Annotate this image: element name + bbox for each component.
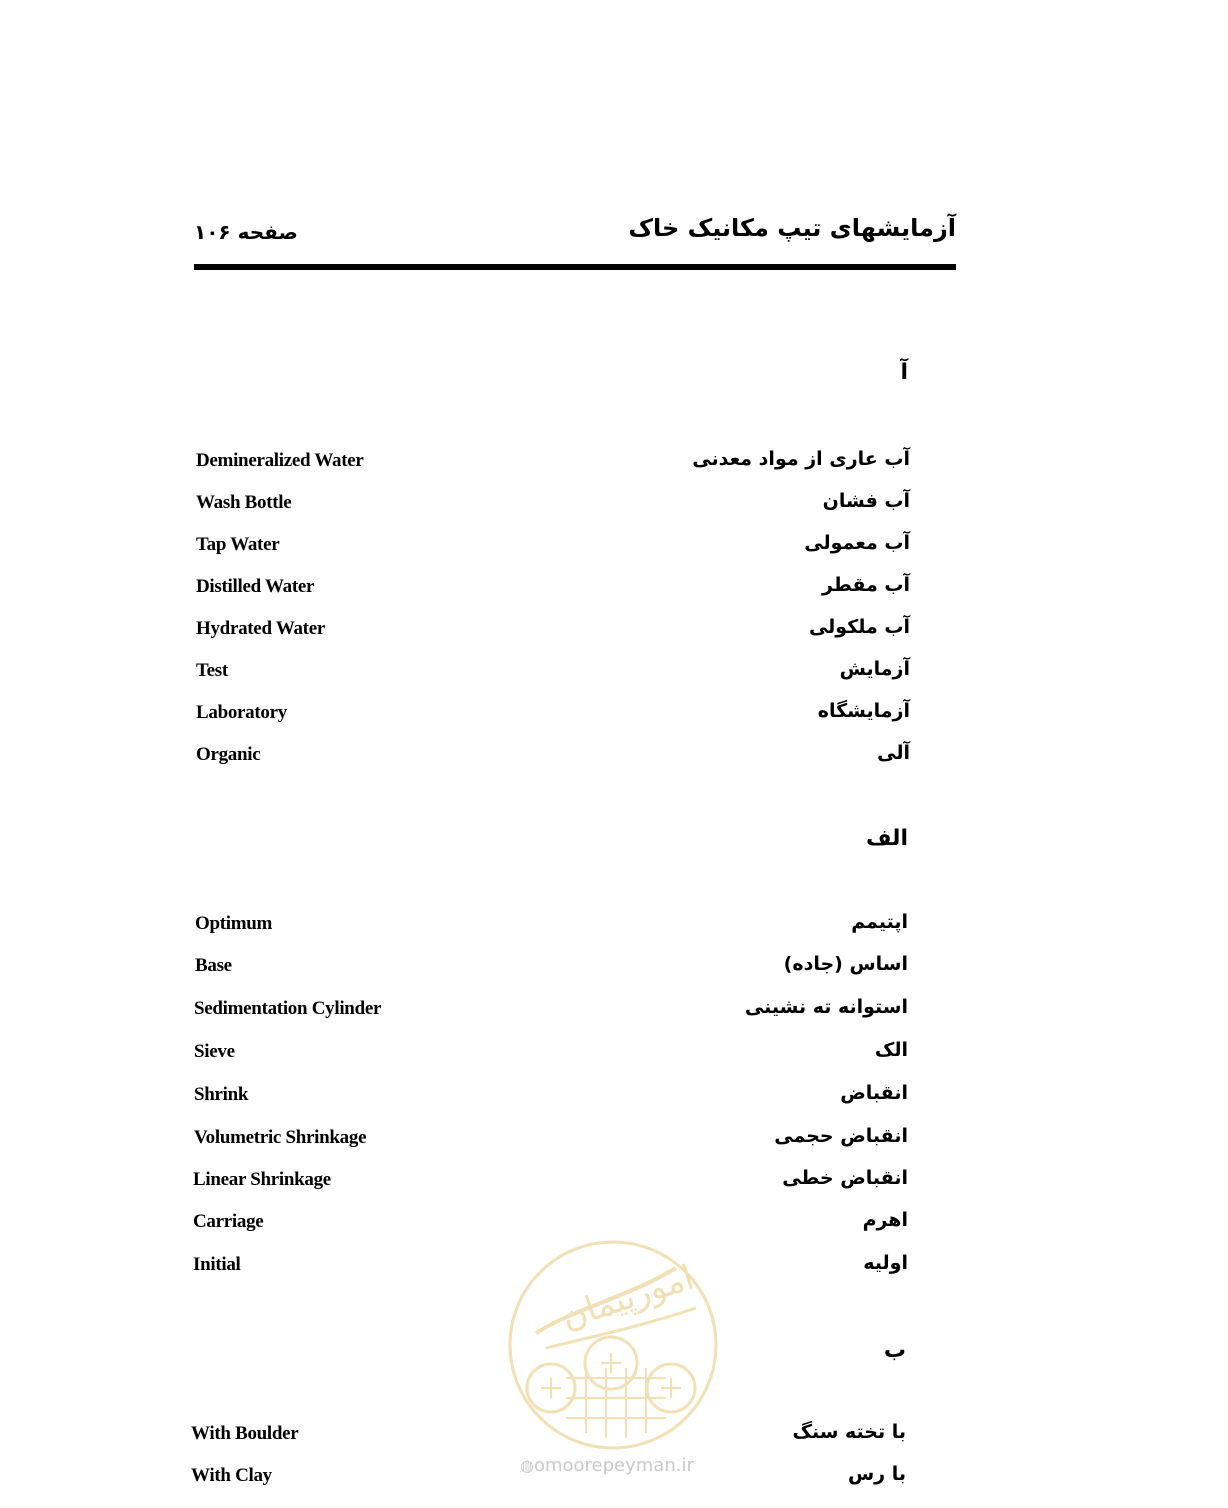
term-english: Volumetric Shrinkage: [194, 1127, 367, 1148]
section-letter: الف: [865, 826, 908, 851]
globe-icon: ◍: [520, 1456, 534, 1475]
glossary-row: [0, 998, 1228, 1028]
page-number: صفحه ۱۰۶: [194, 220, 298, 244]
term-english: Base: [195, 955, 232, 976]
term-persian: با رس: [847, 1463, 906, 1485]
term-persian: اساس (جاده): [783, 953, 908, 975]
watermark-caption: [520, 1455, 694, 1476]
term-english: Initial: [193, 1254, 241, 1275]
glossary-row: [0, 1041, 1228, 1071]
term-persian: اهرم: [862, 1209, 908, 1231]
glossary-row: [0, 576, 1228, 606]
term-english: Carriage: [193, 1211, 264, 1232]
term-english: Wash Bottle: [196, 492, 292, 513]
term-english: Optimum: [195, 913, 273, 934]
watermark-logo: [506, 1238, 720, 1452]
term-english: With Clay: [191, 1465, 272, 1486]
term-english: Tap Water: [196, 534, 280, 555]
term-persian: استوانه ته نشینی: [744, 996, 908, 1018]
watermark-caption-text: omoorepeyman.ir: [533, 1455, 694, 1476]
glossary-row: [0, 1084, 1228, 1114]
page-header-title: آزمایشهای تیپ مکانیک خاک: [628, 214, 956, 242]
glossary-row: [0, 534, 1228, 564]
term-english: Organic: [196, 744, 261, 765]
glossary-row: [0, 913, 1228, 943]
term-english: Distilled Water: [196, 576, 315, 597]
term-persian: آب فشان: [822, 490, 910, 512]
term-english: Linear Shrinkage: [193, 1169, 331, 1190]
term-persian: آب مقطر: [822, 574, 910, 596]
term-english: Hydrated Water: [196, 618, 325, 639]
term-persian: اپتیمم: [851, 911, 908, 933]
term-persian: آب ملکولی: [808, 616, 910, 638]
glossary-row: [0, 744, 1228, 774]
glossary-row: [0, 955, 1228, 985]
glossary-row: [0, 702, 1228, 732]
term-persian: انقباض حجمی: [774, 1125, 908, 1147]
term-english: With Boulder: [191, 1423, 299, 1444]
section-letter: آ: [900, 360, 908, 385]
term-english: Test: [196, 660, 228, 681]
term-persian: آزمایشگاه: [817, 700, 910, 722]
term-persian: با تخته سنگ: [792, 1421, 906, 1443]
term-persian: آلی: [877, 742, 910, 764]
glossary-row: [0, 450, 1228, 480]
glossary-row: [0, 492, 1228, 522]
term-persian: انقباض: [840, 1082, 908, 1104]
term-persian: انقباض خطی: [782, 1167, 908, 1189]
term-english: Sedimentation Cylinder: [194, 998, 382, 1019]
header-rule: [194, 264, 956, 270]
glossary-row: [0, 1211, 1228, 1241]
term-persian: الک: [874, 1039, 908, 1061]
term-persian: آب معمولی: [804, 532, 910, 554]
section-letter: ب: [883, 1338, 906, 1363]
term-persian: آزمایش: [839, 658, 910, 680]
glossary-row: [0, 618, 1228, 648]
term-english: Shrink: [194, 1084, 249, 1105]
term-persian: آب عاری از مواد معدنی: [692, 448, 910, 470]
watermark-logo-text: امورپیمان: [556, 1257, 699, 1338]
glossary-row: [0, 660, 1228, 690]
term-english: Laboratory: [196, 702, 287, 723]
term-english: Demineralized Water: [196, 450, 364, 471]
glossary-row: [0, 1169, 1228, 1199]
term-english: Sieve: [194, 1041, 235, 1062]
term-persian: اولیه: [863, 1252, 908, 1274]
glossary-row: [0, 1127, 1228, 1157]
